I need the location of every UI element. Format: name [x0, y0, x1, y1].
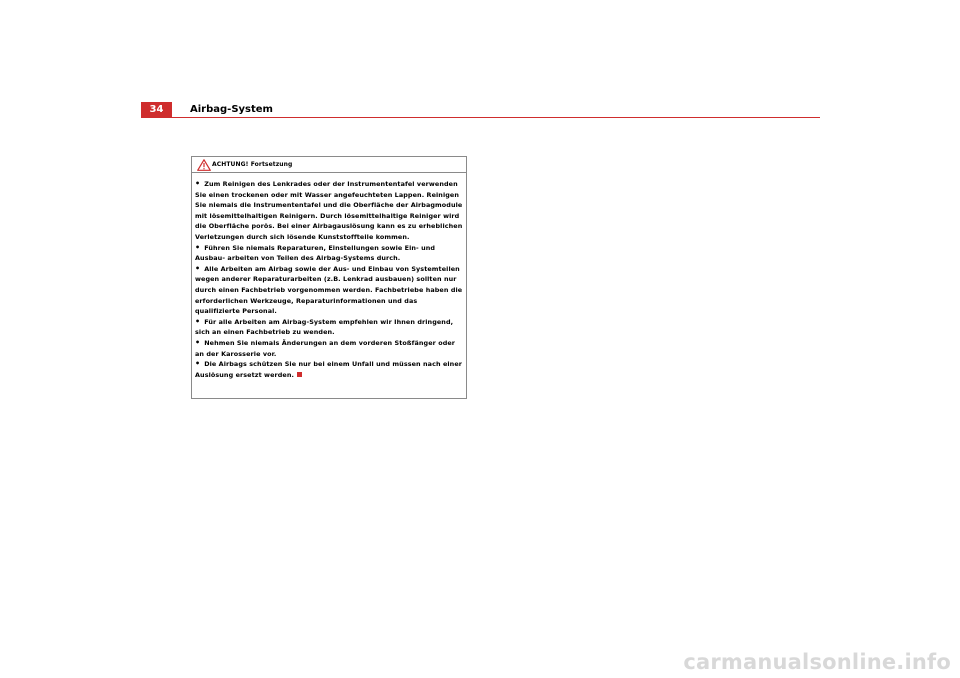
warning-box [191, 156, 467, 399]
warning-bullet-text: Alle Arbeiten am Airbag sowie der Aus- und Einbau von Systemteilen wegen anderer Reparaturarbeiten (z.B. Lenkrad ausbauen) sollten nur durch einen Fachbetrieb vorgenommen werden. Fachbetriebe haben die erforderlichen Werkzeuge, Reparaturinformationen und das qualifizierte Personal. [195, 264, 463, 316]
header-rule [141, 117, 820, 118]
warning-bullet [195, 264, 463, 317]
warning-bullet [195, 317, 463, 338]
bullet-icon: • [195, 316, 201, 326]
bullet-icon: • [195, 359, 201, 369]
warning-bullet-text: Führen Sie niemals Reparaturen, Einstellungen sowie Ein- und Ausbau- arbeiten von Teilen des Airbag-Systems durch. [195, 243, 436, 263]
section-title: Airbag-System [190, 104, 273, 115]
bullet-icon: • [195, 179, 201, 188]
warning-header [192, 157, 466, 173]
warning-triangle-icon [197, 159, 211, 171]
warning-body [192, 173, 466, 380]
bullet-icon: • [195, 263, 201, 273]
warning-bullet-text: Die Airbags schützen Sie nur bei einem Unfall und müssen nach einer Auslösung ersetzt werden. [195, 360, 463, 379]
warning-bullet-text: Zum Reinigen des Lenkrades oder der Instrumententafel verwenden Sie einen trockenen oder mit Wasser angefeuchteten Lappen. Reinigen Sie niemals die Instrumententafel und die Oberfläche der Airbagmodule mit lösemittelhaltigen Reinigern. Durch lösemittelhaltige Reiniger wird die Oberfläche porös. Bei einer Airbagauslösung kann es zu erheblichen Verletzungen durch sich lösende Kunststoffteile kommen. [195, 180, 463, 241]
warning-bullet [195, 243, 463, 264]
watermark: carmanualsonline.info [683, 650, 951, 674]
warning-bullet [195, 359, 463, 380]
warning-heading: ACHTUNG! Fortsetzung [212, 161, 293, 168]
warning-bullet-text: Nehmen Sie niemals Änderungen an dem vorderen Stoßfänger oder an der Karosserie vor. [195, 338, 456, 358]
bullet-icon: • [195, 242, 201, 252]
warning-bullet [195, 179, 463, 243]
warning-bullet-text: Für alle Arbeiten am Airbag-System empfehlen wir Ihnen dringend, sich an einen Fachbetrieb zu wenden. [195, 317, 454, 337]
warning-bullet [195, 338, 463, 359]
bullet-icon: • [195, 337, 201, 347]
page-number: 34 [141, 102, 172, 117]
end-of-section-icon [297, 372, 302, 377]
